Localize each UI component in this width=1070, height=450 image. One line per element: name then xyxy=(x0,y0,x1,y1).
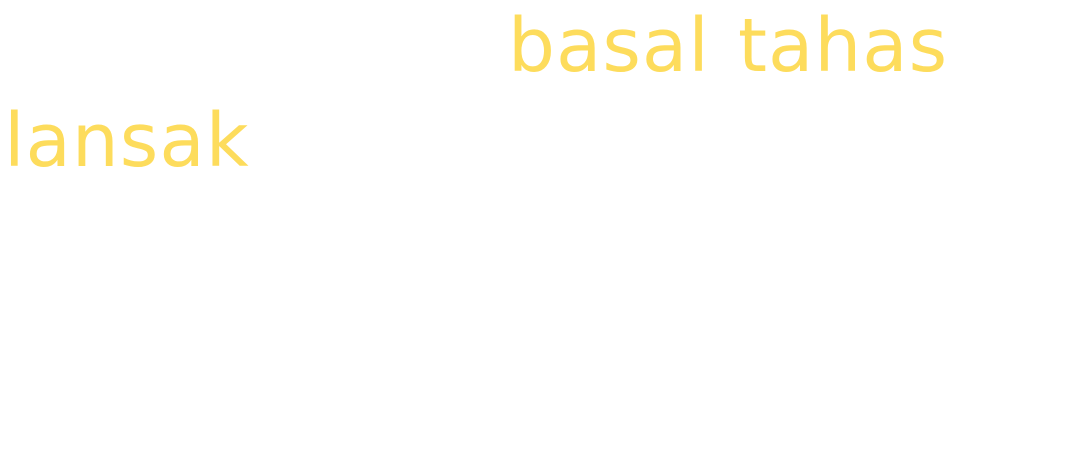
word-tahas: tahas xyxy=(738,3,949,89)
word-lansak: lansak xyxy=(4,98,250,184)
word-basal: basal xyxy=(508,3,710,89)
